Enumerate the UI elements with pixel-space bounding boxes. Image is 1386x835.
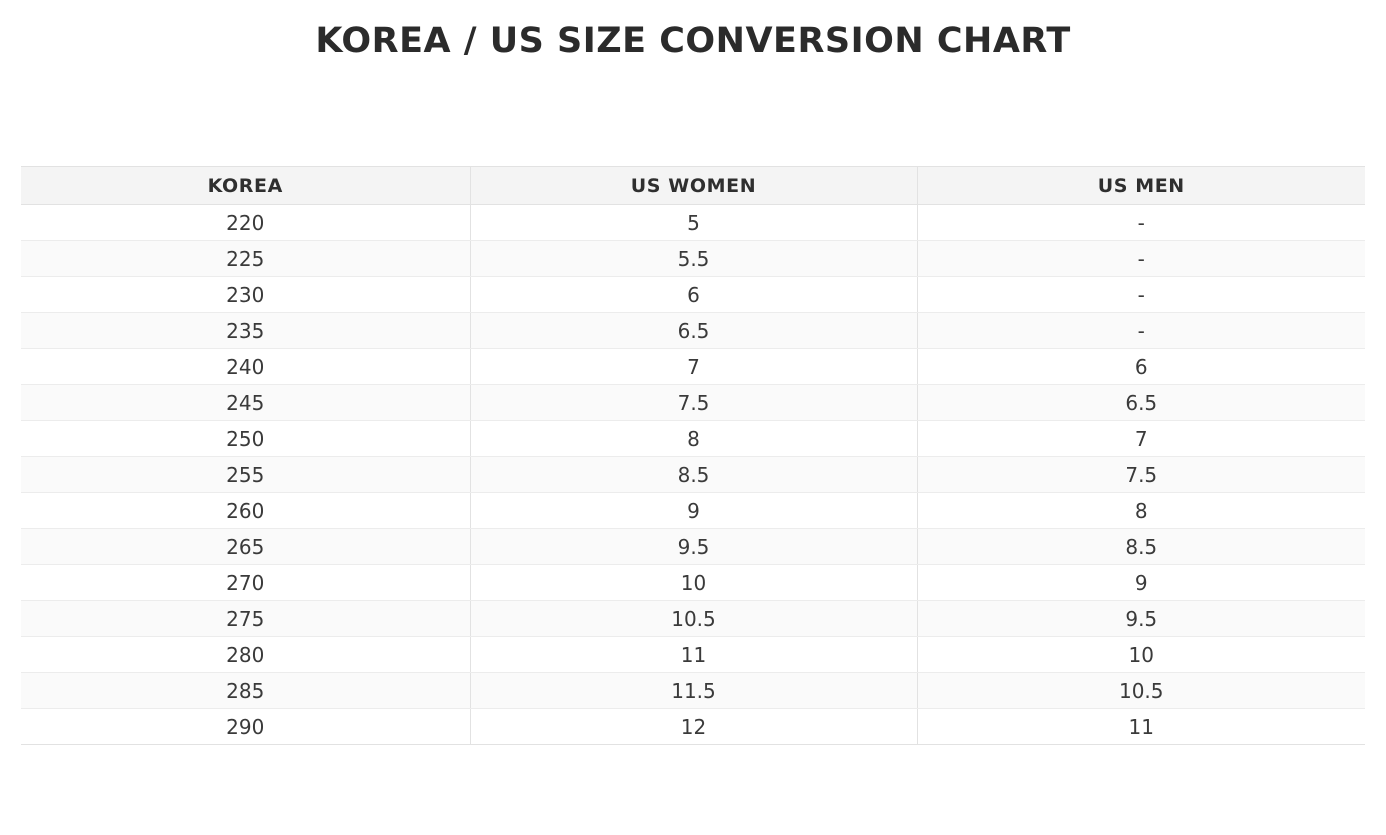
column-header-korea: KOREA [21, 167, 470, 205]
cell-us-men: - [917, 277, 1365, 313]
cell-us-women: 10 [470, 565, 917, 601]
cell-us-women: 11.5 [470, 673, 917, 709]
cell-korea: 260 [21, 493, 470, 529]
cell-us-women: 8.5 [470, 457, 917, 493]
cell-us-women: 10.5 [470, 601, 917, 637]
cell-us-women: 6 [470, 277, 917, 313]
table-row [21, 709, 1365, 745]
table-row [21, 205, 1365, 241]
table-header [21, 167, 1365, 205]
cell-us-women: 9.5 [470, 529, 917, 565]
cell-us-women: 8 [470, 421, 917, 457]
cell-korea: 290 [21, 709, 470, 745]
cell-korea: 275 [21, 601, 470, 637]
table-row [21, 637, 1365, 673]
cell-korea: 225 [21, 241, 470, 277]
cell-korea: 220 [21, 205, 470, 241]
cell-us-men: 11 [917, 709, 1365, 745]
cell-us-women: 12 [470, 709, 917, 745]
table-row [21, 565, 1365, 601]
table-row [21, 529, 1365, 565]
column-header-us-men: US MEN [917, 167, 1365, 205]
cell-us-men: - [917, 205, 1365, 241]
cell-us-men: 10.5 [917, 673, 1365, 709]
cell-us-women: 5.5 [470, 241, 917, 277]
cell-us-men: 9 [917, 565, 1365, 601]
column-header-us-women: US WOMEN [470, 167, 917, 205]
cell-us-men: 7 [917, 421, 1365, 457]
table-row [21, 385, 1365, 421]
cell-us-men: 7.5 [917, 457, 1365, 493]
cell-us-men: 10 [917, 637, 1365, 673]
cell-us-men: - [917, 313, 1365, 349]
cell-korea: 280 [21, 637, 470, 673]
cell-korea: 245 [21, 385, 470, 421]
table-row [21, 349, 1365, 385]
cell-korea: 230 [21, 277, 470, 313]
cell-us-women: 5 [470, 205, 917, 241]
cell-us-men: - [917, 241, 1365, 277]
table-row [21, 313, 1365, 349]
table-header-row [21, 167, 1365, 205]
cell-us-women: 11 [470, 637, 917, 673]
cell-us-women: 9 [470, 493, 917, 529]
size-conversion-table [21, 166, 1365, 745]
table-row [21, 673, 1365, 709]
cell-us-women: 6.5 [470, 313, 917, 349]
page-title: KOREA / US SIZE CONVERSION CHART [315, 21, 1071, 61]
cell-korea: 250 [21, 421, 470, 457]
cell-korea: 265 [21, 529, 470, 565]
cell-us-women: 7 [470, 349, 917, 385]
cell-us-men: 6.5 [917, 385, 1365, 421]
cell-us-men: 8 [917, 493, 1365, 529]
cell-korea: 235 [21, 313, 470, 349]
cell-us-men: 6 [917, 349, 1365, 385]
size-conversion-table-wrapper [21, 166, 1365, 745]
cell-us-women: 7.5 [470, 385, 917, 421]
cell-korea: 270 [21, 565, 470, 601]
table-row [21, 421, 1365, 457]
cell-us-men: 8.5 [917, 529, 1365, 565]
table-row [21, 241, 1365, 277]
cell-korea: 255 [21, 457, 470, 493]
table-row [21, 493, 1365, 529]
table-row [21, 601, 1365, 637]
table-row [21, 277, 1365, 313]
cell-korea: 240 [21, 349, 470, 385]
table-row [21, 457, 1365, 493]
table-body [21, 205, 1365, 745]
cell-korea: 285 [21, 673, 470, 709]
cell-us-men: 9.5 [917, 601, 1365, 637]
